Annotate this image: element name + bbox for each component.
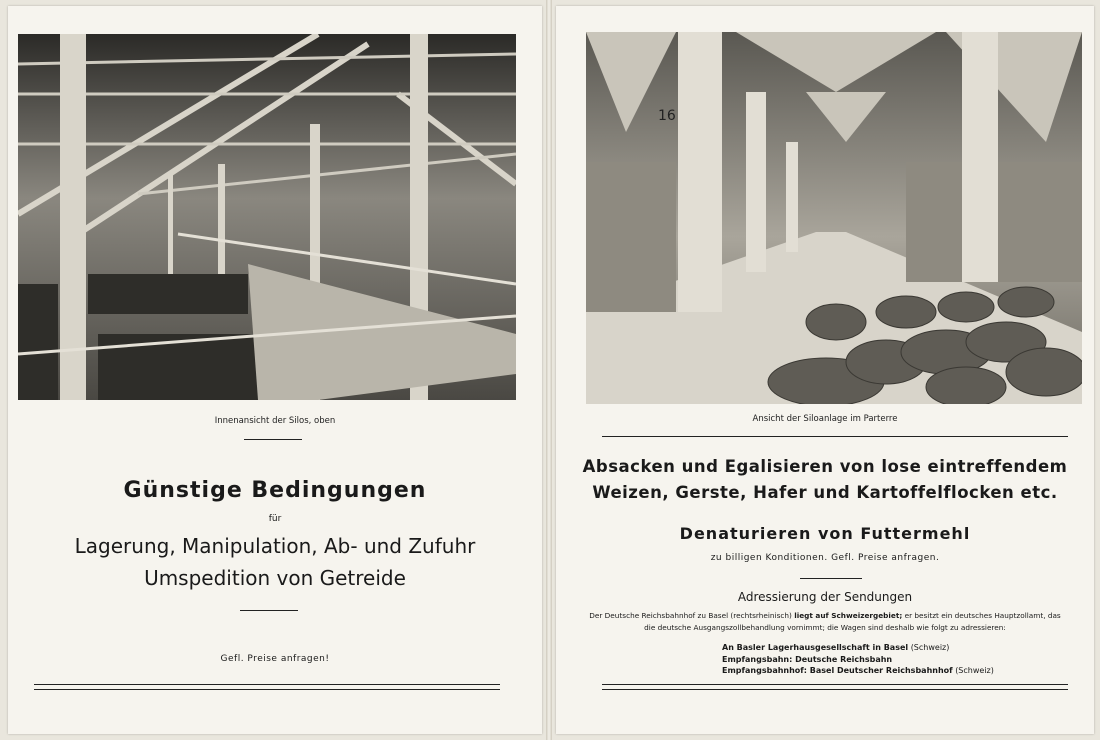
subheadline: Denaturieren von Futtermehl — [679, 524, 971, 543]
address-line-bold: Empfangsbahnhof: Basel Deutscher Reichsbahnhof — [722, 666, 953, 675]
service-line-1: Lagerung, Manipulation, Ab- und Zufuhr — [74, 534, 476, 558]
address-block — [722, 642, 994, 677]
headline: Günstige Bedingungen — [123, 478, 427, 503]
bottom-double-rule — [34, 684, 500, 690]
address-line-normal: (Schweiz) — [955, 666, 994, 675]
divider — [244, 439, 302, 440]
hopper-number: 16 — [658, 108, 676, 124]
price-request: Gefl. Preise anfragen! — [220, 654, 330, 664]
service-line-2: Umspedition von Getreide — [144, 566, 406, 590]
page-fold — [546, 0, 552, 740]
notice-line-1 — [556, 611, 1094, 620]
address-line — [722, 642, 994, 654]
right-page — [556, 6, 1094, 734]
address-line-bold: An Basler Lagerhausgesellschaft in Basel — [722, 643, 909, 652]
divider — [602, 436, 1068, 437]
address-line-bold: Empfangsbahn: Deutsche Reichsbahn — [722, 654, 893, 664]
silo-interior-illustration — [18, 34, 516, 400]
photo-caption: Innenansicht der Silos, oben — [214, 416, 336, 426]
address-line — [722, 654, 994, 666]
connector-text: für — [268, 514, 282, 524]
silo-ground-floor-photo — [586, 32, 1082, 404]
notice-part-1: Der Deutsche Reichsbahnhof zu Basel (rechtsrheinisch) — [589, 611, 792, 620]
address-line — [722, 665, 994, 677]
conditions-text: zu billigen Konditionen. Gefl. Preise anfragen. — [710, 553, 940, 563]
notice-line-2: die deutsche Ausgangszollbehandlung vornimmt; die Wagen sind deshalb wie folgt zu adressieren: — [644, 623, 1006, 632]
notice-part-2: er besitzt ein deutsches Hauptzollamt, das — [904, 611, 1061, 620]
silo-interior-photo — [18, 34, 516, 400]
address-title: Adressierung der Sendungen — [737, 590, 913, 604]
notice-emphasis: liegt auf Schweizergebiet; — [794, 611, 903, 620]
photo-caption: Ansicht der Siloanlage im Parterre — [752, 414, 898, 424]
address-line-normal: (Schweiz) — [910, 643, 950, 652]
silo-ground-floor-illustration — [586, 32, 1082, 404]
left-page — [8, 6, 542, 734]
bottom-double-rule — [602, 684, 1068, 690]
headline-line-2: Weizen, Gerste, Hafer und Kartoffelflocken etc. — [592, 483, 1058, 502]
divider — [240, 610, 298, 611]
headline-line-1: Absacken und Egalisieren von lose eintreffendem — [582, 457, 1068, 476]
divider — [800, 578, 862, 579]
